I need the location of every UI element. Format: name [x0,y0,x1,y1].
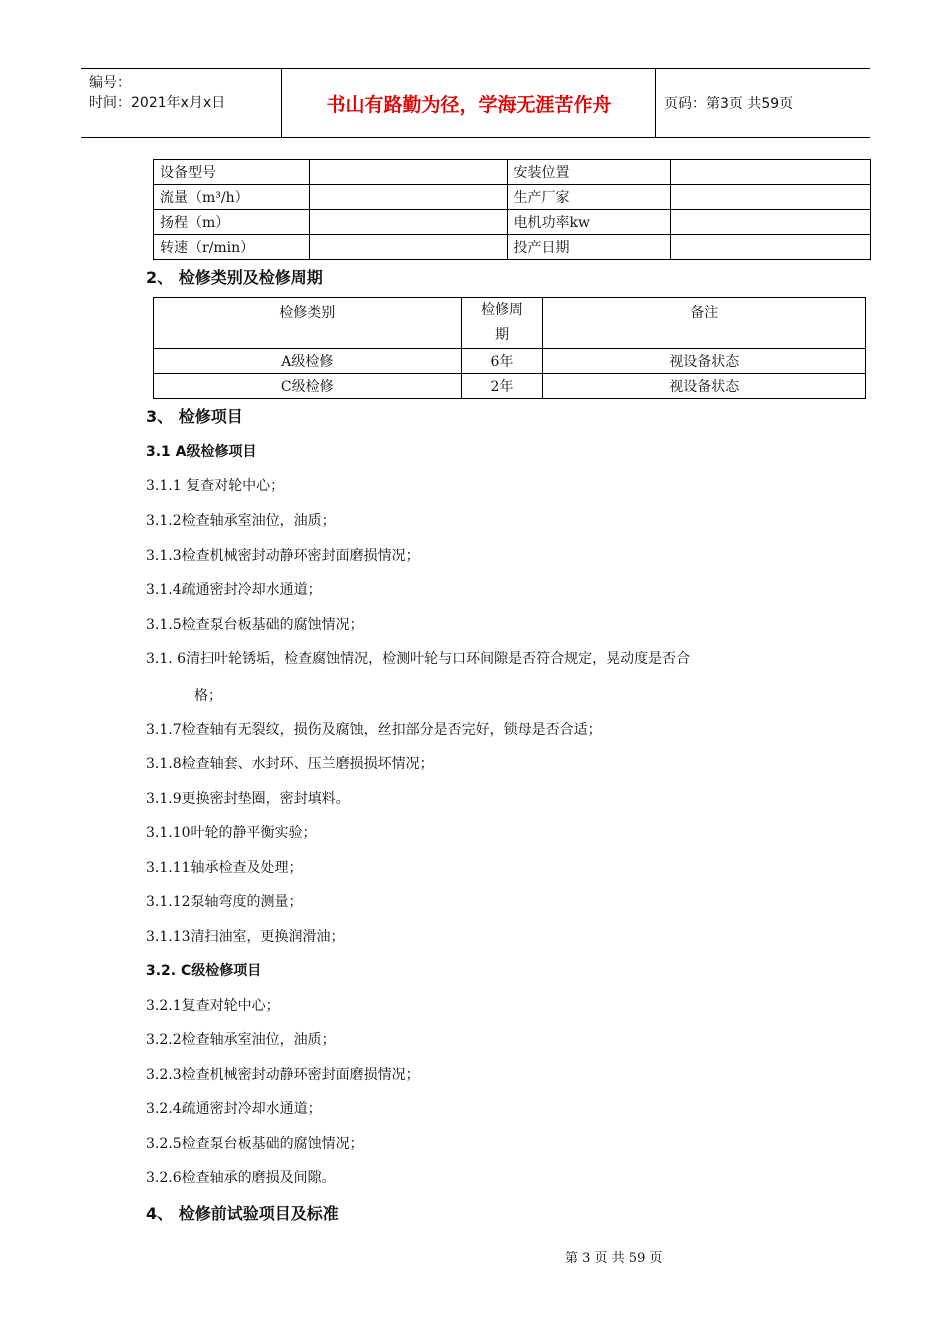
table-cell [671,185,871,210]
table-cell [309,160,507,185]
table-cell: 设备型号 [154,160,310,185]
date-label: 时间：2021年x月x日 [89,95,226,111]
list-item: 3.1.9更换密封垫圈，密封填料。 [146,791,350,807]
table-cell: 生产厂家 [507,185,671,210]
header-page-info: 页码：第3页 共59页 [664,96,794,112]
list-item: 3.1.7检查轴有无裂纹，损伤及腐蚀，丝扣部分是否完好，锁母是否合适； [146,722,602,738]
list-item: 3.2.6检查轴承的磨损及间隙。 [146,1170,336,1186]
table-row [154,185,871,210]
section-2-heading: 2、 检修类别及检修周期 [146,268,323,287]
table-cell: 扬程（m） [154,210,310,235]
table-cell: 视设备状态 [543,349,866,374]
table-cell: 流量（m³/h） [154,185,310,210]
header-meta [81,69,282,137]
table-row [154,349,866,374]
table-header-cell: 检修类别 [154,298,462,349]
table-row [154,160,871,185]
list-item: 3.1.12泵轴弯度的测量； [146,894,303,910]
table-header-cell: 备注 [543,298,866,349]
table-cell: 视设备状态 [543,374,866,399]
list-item: 3.1.3检查机械密封动静环密封面磨损情况； [146,548,420,564]
table-cell [671,210,871,235]
table-cell: 安装位置 [507,160,671,185]
header-motto: 书山有路勤为径，学海无涯苦作舟 [283,69,656,137]
list-item: 3.2.5检查泵台板基础的腐蚀情况； [146,1136,364,1152]
table-cell: 投产日期 [507,235,671,260]
table-cell: C级检修 [154,374,462,399]
list-item: 3.2.4疏通密封冷却水通道； [146,1101,322,1117]
table-cell [309,185,507,210]
list-item: 3.1.11轴承检查及处理； [146,860,303,876]
page-footer: 第 3 页 共 59 页 [565,1251,663,1266]
list-item: 3.2.3检查机械密封动静环密封面磨损情况； [146,1067,420,1083]
table-row [154,235,871,260]
table-cell [671,235,871,260]
table-cell [671,160,871,185]
number-label: 编号： [89,75,131,91]
list-item: 3.2.2检查轴承室油位，油质； [146,1032,336,1048]
list-item: 3.1.5检查泵台板基础的腐蚀情况； [146,617,364,633]
list-item: 3.1.13清扫油室，更换润滑油； [146,929,345,945]
list-item: 3.1.4疏通密封冷却水通道； [146,582,322,598]
list-item: 3.2.1复查对轮中心； [146,998,280,1014]
maintenance-table [153,297,866,399]
table-header-row [154,298,866,349]
table-cell [309,210,507,235]
list-item: 3.1. 6清扫叶轮锈垢，检查腐蚀情况，检测叶轮与口环间隙是否符合规定，晃动度是否合 [146,651,691,667]
list-item: 3.1.2检查轴承室油位，油质； [146,513,336,529]
table-header-cell: 检修周期 [461,298,543,349]
section-4-heading: 4、 检修前试验项目及标准 [146,1204,339,1223]
table-cell: 电机功率kw [507,210,671,235]
table-row [154,210,871,235]
table-cell: A级检修 [154,349,462,374]
list-item-continuation: 格； [194,688,222,704]
table-cell: 2年 [461,374,543,399]
list-item: 3.1.10叶轮的静平衡实验； [146,825,317,841]
list-item: 3.1.1 复查对轮中心； [146,478,285,494]
equipment-table [153,159,871,260]
subsection-c-heading: 3.2. C级检修项目 [146,963,262,979]
section-3-heading: 3、 检修项目 [146,407,243,426]
table-row [154,374,866,399]
list-item: 3.1.8检查轴套、水封环、压兰磨损损坏情况； [146,756,434,772]
page-header [81,68,870,138]
table-cell [309,235,507,260]
table-cell: 6年 [461,349,543,374]
subsection-a-heading: 3.1 A级检修项目 [146,444,257,460]
table-cell: 转速（r/min） [154,235,310,260]
